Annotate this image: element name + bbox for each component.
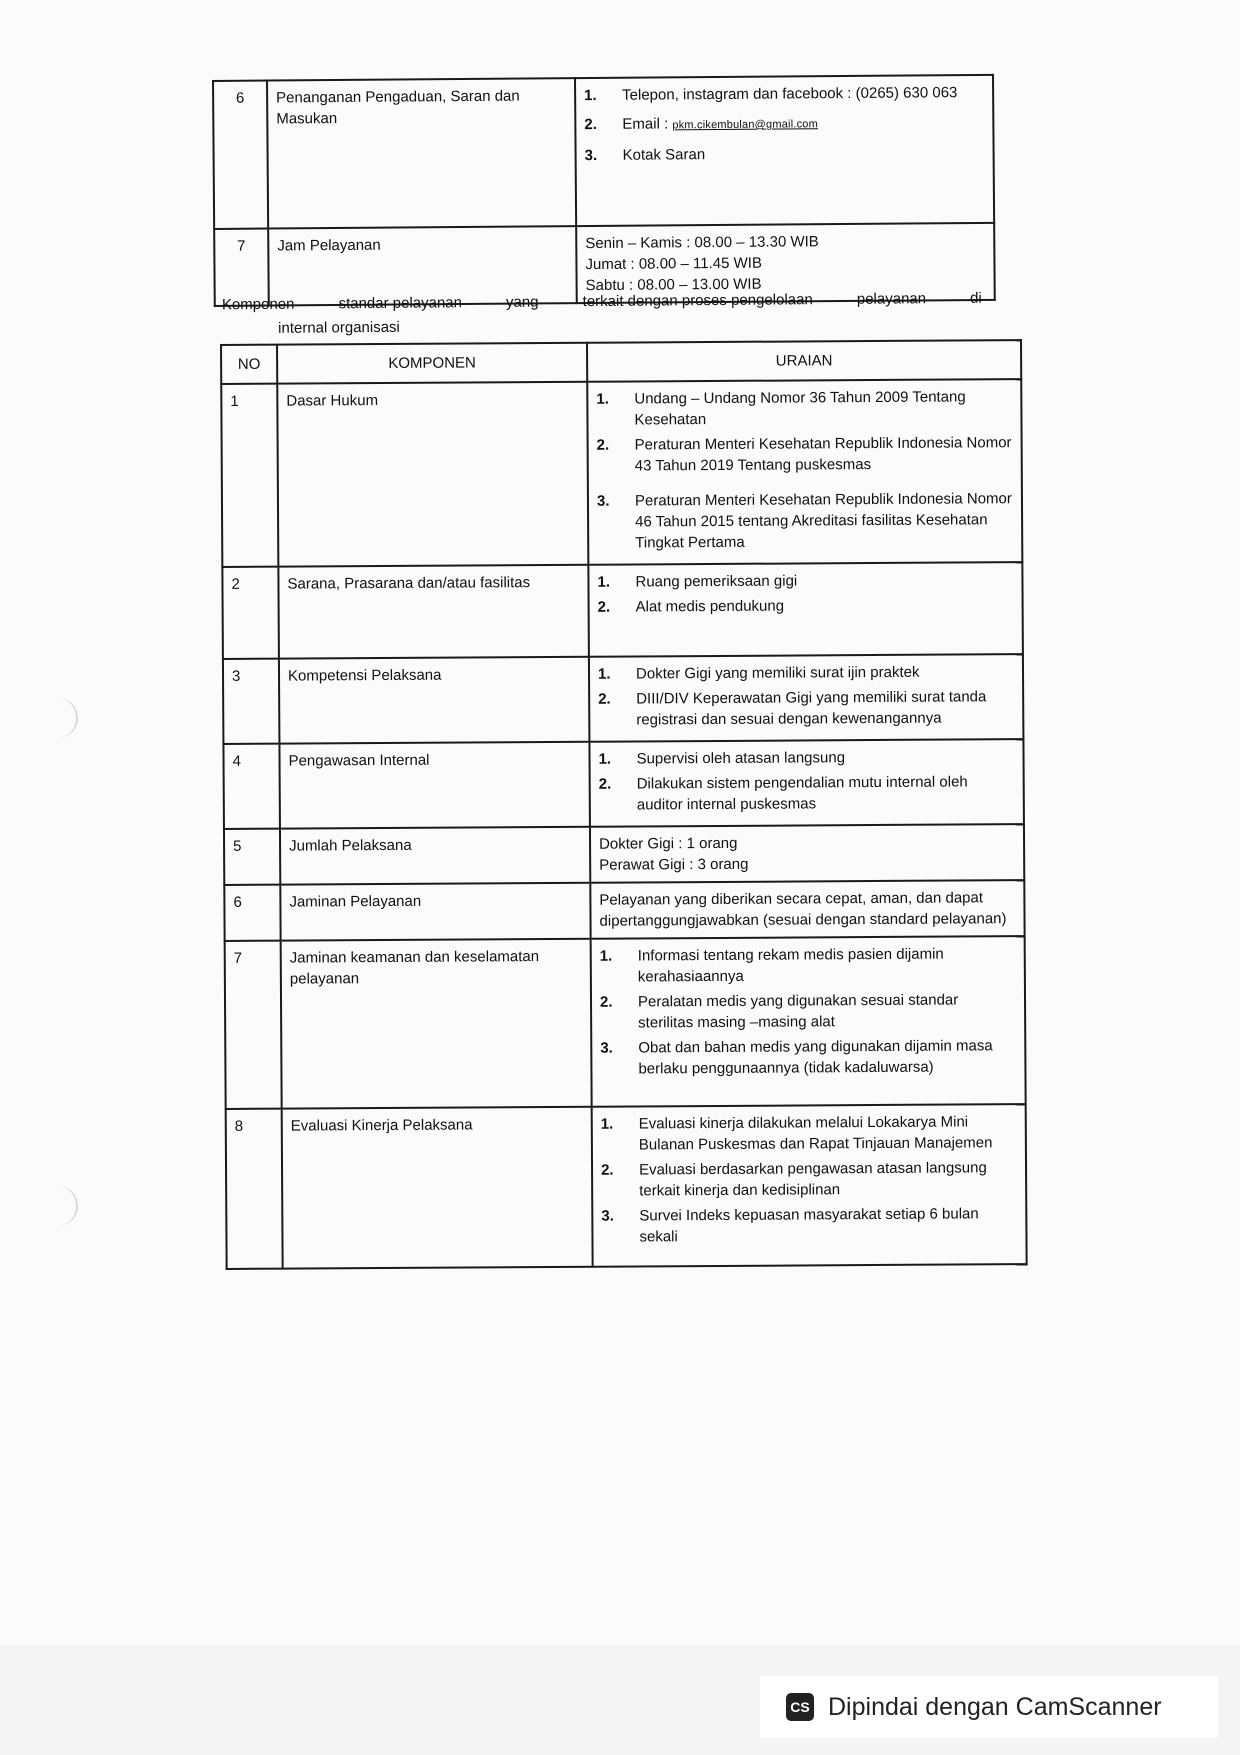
list-item: 2. Dilakukan sistem pengendalian mutu internal oleh auditor internal puskesmas bbox=[598, 773, 968, 814]
header-no: NO bbox=[221, 345, 277, 384]
component-name: Kompetensi Pelaksana bbox=[279, 657, 590, 744]
component-name: Penanganan Pengaduan, Saran dan Masukan bbox=[267, 78, 576, 228]
component-description: Pelayanan yang diberikan secara cepat, aman, dan dapat dipertanggungjawabkan (sesuai dengan standard pelayanan) bbox=[590, 880, 1024, 939]
list-item: 1. Supervisi oleh atasan langsung bbox=[598, 749, 846, 768]
list-item: 3. Kotak Saran bbox=[584, 146, 706, 165]
section-caption: Komponen standar pelayanan yang terkait dengan proses pengelolaan pelayanan di internal organisasi bbox=[221, 289, 982, 337]
table-row bbox=[226, 1104, 1027, 1269]
component-description bbox=[587, 379, 1022, 565]
list-item: 1. Telepon, instagram dan facebook : (0265) 630 063 bbox=[584, 84, 958, 105]
header-komponen: KOMPONEN bbox=[277, 343, 587, 384]
header-uraian: URAIAN bbox=[587, 340, 1021, 382]
list-item: 3. Peraturan Menteri Kesehatan Republik Indonesia Nomor 46 Tahun 2015 tentang Akreditasi fasilitas Kesehatan Tingkat Pertama bbox=[596, 490, 1012, 552]
list-item: 2. Peraturan Menteri Kesehatan Republik Indonesia Nomor 43 Tahun 2019 Tentang puskesmas bbox=[596, 434, 1012, 475]
component-name: Jam Pelayanan bbox=[268, 226, 577, 305]
component-name: Dasar Hukum bbox=[277, 382, 588, 567]
camscanner-watermark bbox=[760, 1676, 1218, 1738]
row-number: 1 bbox=[221, 384, 278, 567]
component-name: Jaminan keamanan dan keselamatan pelayanan bbox=[281, 939, 592, 1109]
component-description: Dokter Gigi : 1 orang Perawat Gigi : 3 orang bbox=[590, 824, 1024, 883]
row-number: 2 bbox=[222, 567, 279, 659]
table-header-row bbox=[221, 340, 1021, 384]
row-number: 8 bbox=[226, 1109, 283, 1269]
list-item: 1. Dokter Gigi yang memiliki surat ijin praktek bbox=[597, 663, 920, 683]
component-name: Sarana, Prasarana dan/atau fasilitas bbox=[278, 565, 589, 659]
service-table-continued bbox=[212, 74, 996, 307]
component-description bbox=[589, 654, 1024, 742]
table-row bbox=[223, 739, 1024, 829]
component-name: Jumlah Pelaksana bbox=[280, 827, 590, 885]
list-item: 2. DIII/DIV Keperawatan Gigi yang memiliki surat tanda registrasi dan sesuai dengan kewenangannya bbox=[598, 688, 987, 729]
list-item: 1. Ruang pemeriksaan gigi bbox=[597, 572, 798, 591]
table-row bbox=[221, 379, 1022, 567]
component-description bbox=[592, 1104, 1027, 1267]
list-item: 3. Survei Indeks kepuasan masyarakat setiap 6 bulan sekali bbox=[601, 1205, 979, 1246]
component-description bbox=[589, 739, 1024, 827]
table-row bbox=[225, 936, 1026, 1109]
component-name: Jaminan Pelayanan bbox=[280, 883, 590, 941]
list-item: 1. Evaluasi kinerja dilakukan melalui Lokakarya Mini Bulanan Puskesmas dan Rapat Tinjauan Manajemen bbox=[600, 1113, 993, 1154]
row-number: 3 bbox=[223, 659, 280, 744]
component-description bbox=[591, 936, 1026, 1107]
component-description bbox=[575, 75, 994, 226]
list-item: 2. Alat medis pendukung bbox=[597, 597, 785, 616]
row-number: 7 bbox=[225, 941, 282, 1109]
list-item: 3. Obat dan bahan medis yang digunakan dijamin masa berlaku penggunaannya (tidak kadaluwarsa) bbox=[600, 1037, 993, 1078]
punch-hole-mark bbox=[56, 698, 78, 738]
table-row bbox=[223, 654, 1024, 744]
component-description: Senin – Kamis : 08.00 – 13.30 WIB Jumat : 08.00 – 11.45 WIB Sabtu : 08.00 – 13.00 WIB bbox=[576, 223, 995, 303]
table-row bbox=[213, 75, 994, 229]
row-number: 7 bbox=[214, 229, 269, 306]
watermark-text: Dipindai dengan CamScanner bbox=[828, 1692, 1162, 1721]
email-link[interactable]: pkm.cikembulan@gmail.com bbox=[672, 118, 819, 132]
table-row bbox=[224, 880, 1024, 941]
list-item: 1. Informasi tentang rekam medis pasien dijamin kerahasiaannya bbox=[599, 945, 944, 986]
row-number: 4 bbox=[223, 744, 280, 829]
list-item: 1. Undang – Undang Nomor 36 Tahun 2009 Tentang Kesehatan bbox=[596, 388, 966, 429]
table-row bbox=[222, 562, 1023, 659]
row-number: 6 bbox=[213, 81, 268, 229]
table-row bbox=[224, 824, 1024, 885]
row-number: 5 bbox=[224, 829, 280, 885]
service-standard-table bbox=[220, 339, 1028, 1270]
component-name: Evaluasi Kinerja Pelaksana bbox=[282, 1107, 593, 1269]
component-description bbox=[588, 562, 1023, 657]
list-item: 2. Email : pkm.cikembulan@gmail.com bbox=[584, 115, 819, 134]
list-item: 2. Peralatan medis yang digunakan sesuai standar sterilitas masing –masing alat bbox=[599, 991, 959, 1032]
row-number: 6 bbox=[224, 885, 280, 941]
punch-hole-mark bbox=[56, 1186, 78, 1226]
camscanner-logo-icon: CS bbox=[786, 1693, 814, 1721]
list-item: 2. Evaluasi berdasarkan pengawasan atasan langsung terkait kinerja dan kedisiplinan bbox=[601, 1159, 987, 1200]
component-name: Pengawasan Internal bbox=[279, 742, 590, 829]
